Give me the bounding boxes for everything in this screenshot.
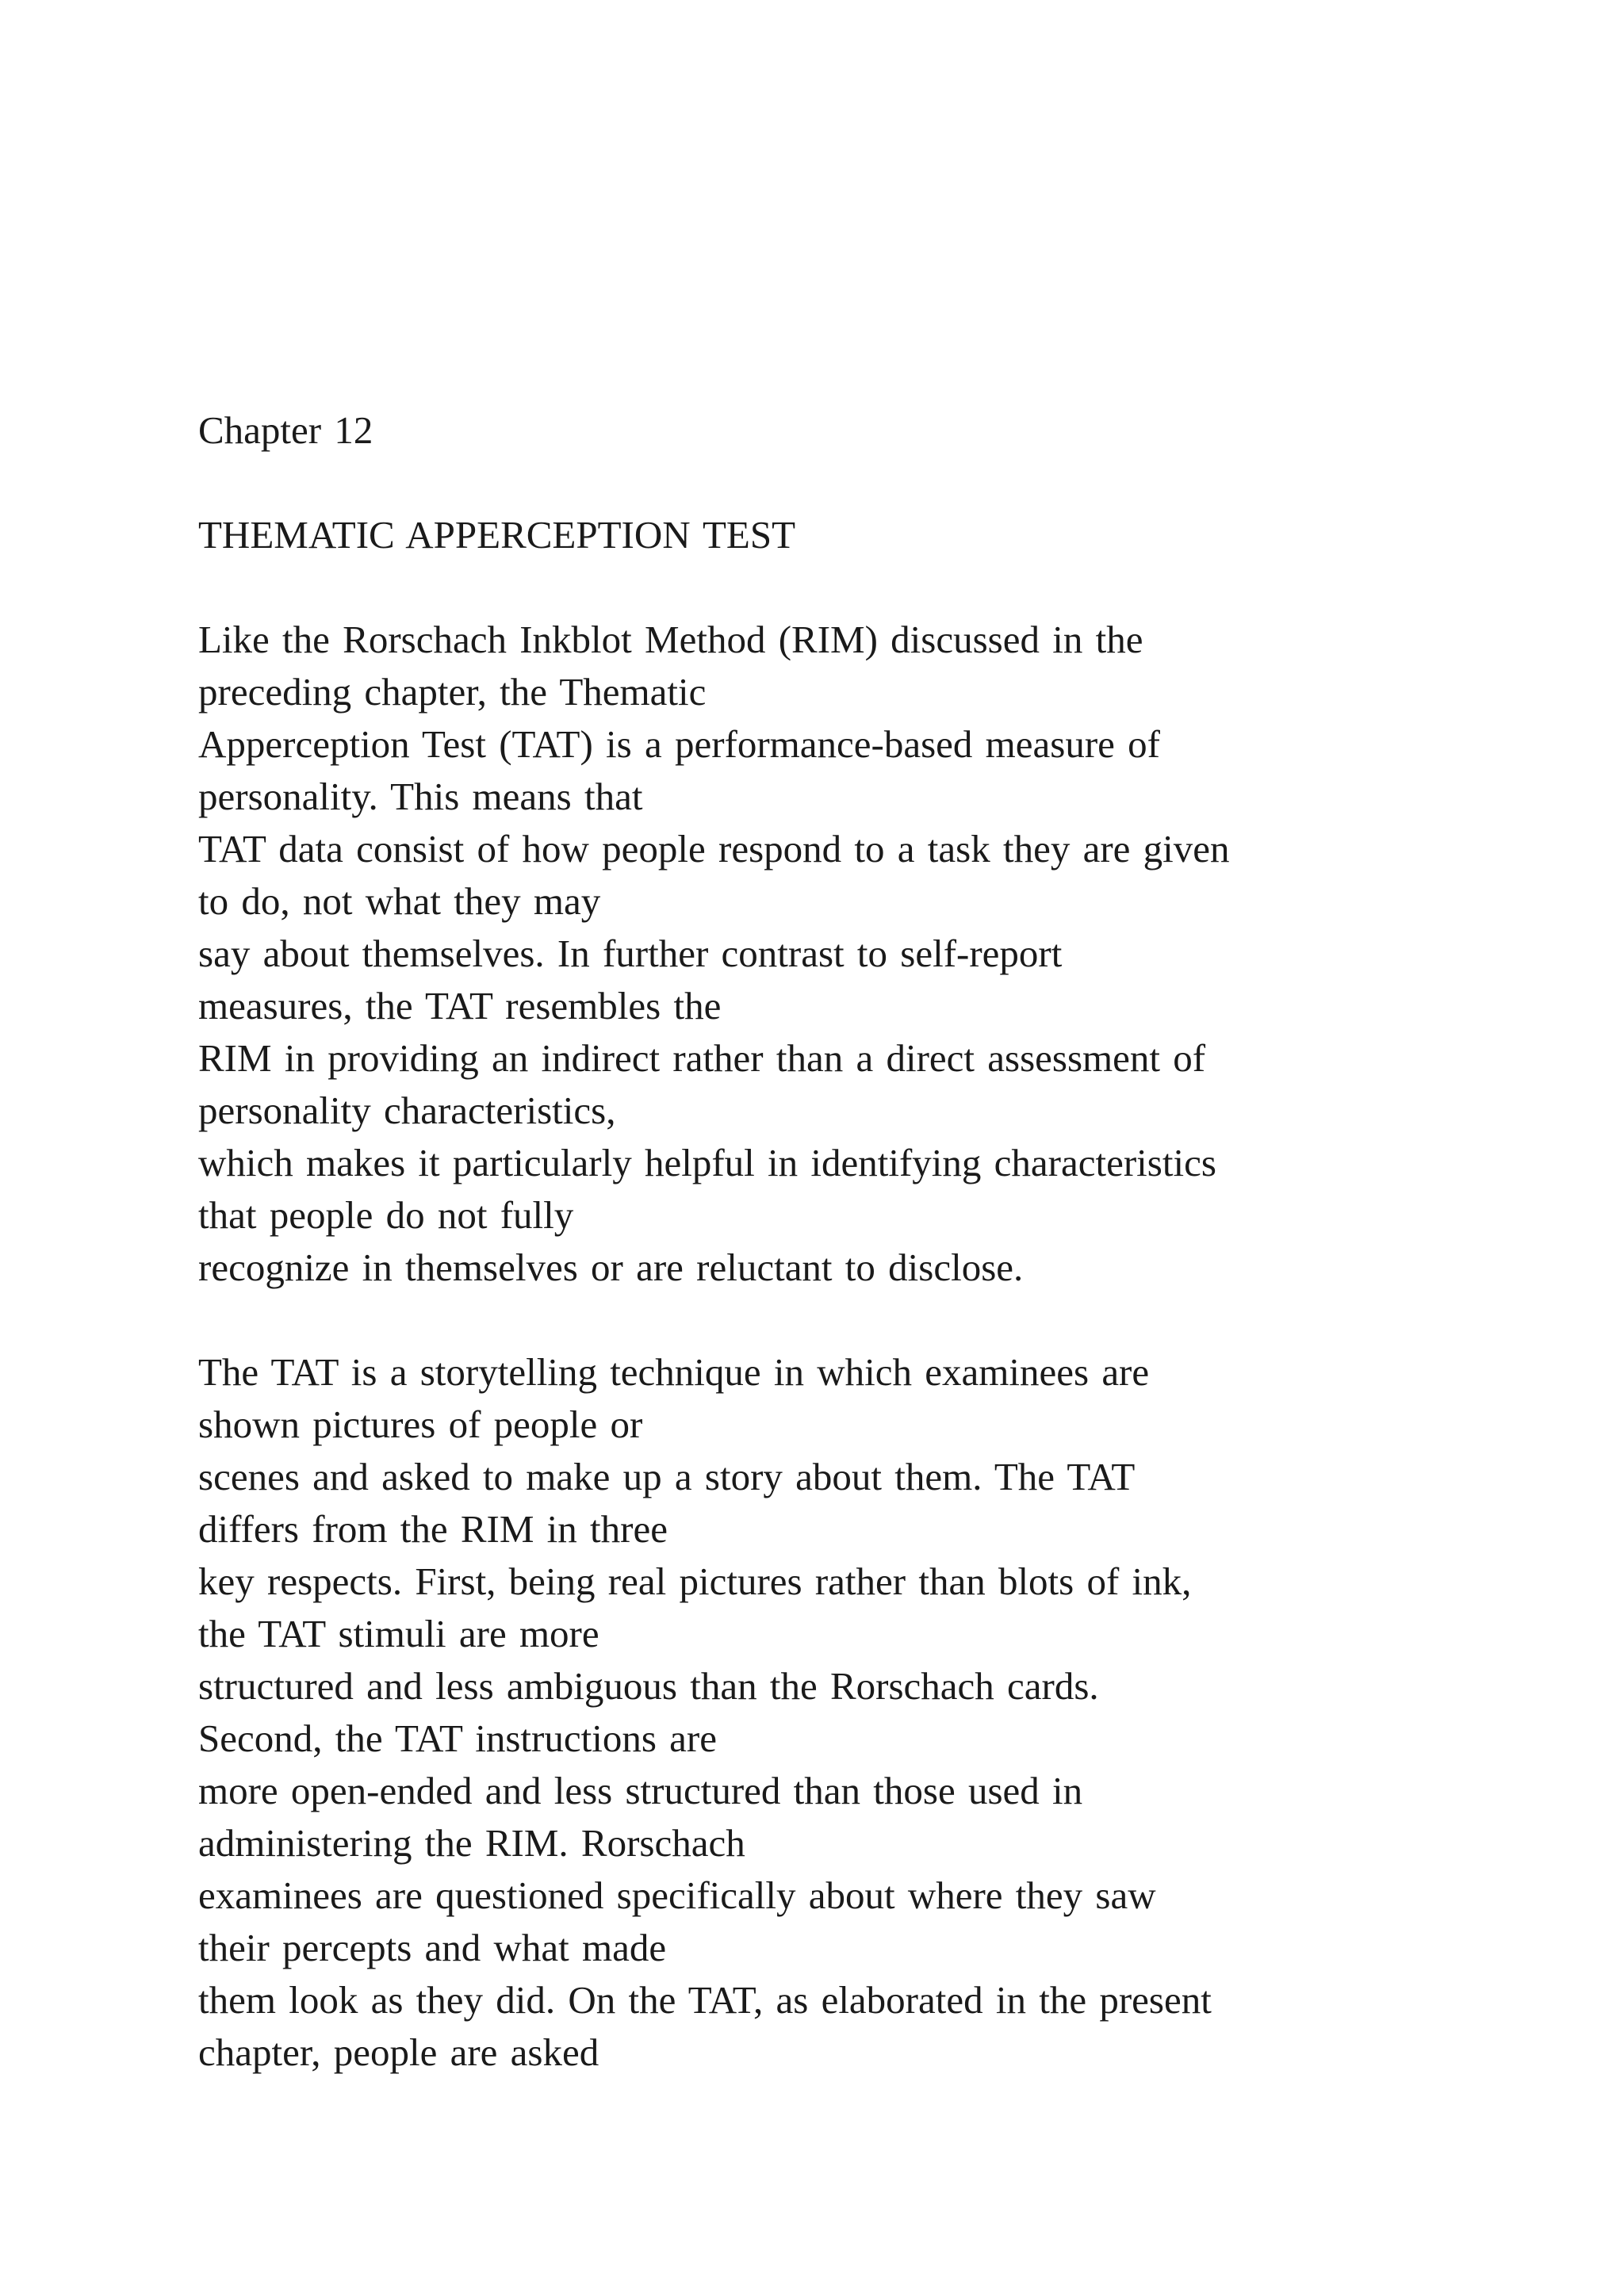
paragraph-line: Second, the TAT instructions are <box>198 1716 717 1760</box>
paragraph-line: Like the Rorschach Inkblot Method (RIM) discussed in the <box>198 618 1143 661</box>
document-body <box>198 404 1546 2079</box>
paragraph-line: shown pictures of people or <box>198 1402 643 1446</box>
paragraph-line: them look as they did. On the TAT, as elaborated in the present <box>198 1978 1212 2022</box>
paragraph-line: administering the RIM. Rorschach <box>198 1821 745 1865</box>
paragraph-line: structured and less ambiguous than the Rorschach cards. <box>198 1664 1099 1708</box>
chapter-label: Chapter 12 <box>198 408 373 452</box>
paragraph-line: that people do not fully <box>198 1193 574 1237</box>
paragraph-line: recognize in themselves or are reluctant to disclose. <box>198 1246 1024 1289</box>
paragraph-line: The TAT is a storytelling technique in which examinees are <box>198 1350 1150 1394</box>
paragraph-line: Apperception Test (TAT) is a performance-based measure of <box>198 722 1160 766</box>
paragraph-line: to do, not what they may <box>198 879 601 923</box>
paragraph-line: chapter, people are asked <box>198 2030 599 2074</box>
paragraph-line: the TAT stimuli are more <box>198 1612 599 1655</box>
paragraph-line: personality characteristics, <box>198 1089 616 1132</box>
spacer <box>198 457 1546 509</box>
paragraph-line: examinees are questioned specifically about where they saw <box>198 1873 1156 1917</box>
paragraph-line: differs from the RIM in three <box>198 1507 668 1551</box>
paragraph-line: say about themselves. In further contrast to self-report <box>198 932 1063 975</box>
paragraph-line: RIM in providing an indirect rather than a direct assessment of <box>198 1036 1206 1080</box>
paragraph-line: key respects. First, being real pictures rather than blots of ink, <box>198 1559 1192 1603</box>
chapter-title: THEMATIC APPERCEPTION TEST <box>198 513 796 557</box>
paragraph-line: their percepts and what made <box>198 1926 667 1969</box>
paragraph-line: scenes and asked to make up a story about them. The TAT <box>198 1455 1136 1498</box>
paragraph-1 <box>198 614 1546 1294</box>
spacer <box>198 1294 1546 1346</box>
paragraph-2 <box>198 1346 1546 2079</box>
paragraph-line: TAT data consist of how people respond to a task they are given <box>198 827 1230 871</box>
paragraph-line: personality. This means that <box>198 775 643 818</box>
paragraph-line: measures, the TAT resembles the <box>198 984 722 1027</box>
paragraph-line: more open-ended and less structured than those used in <box>198 1769 1083 1812</box>
paragraph-line: which makes it particularly helpful in identifying characteristics <box>198 1141 1216 1184</box>
paragraph-line: preceding chapter, the Thematic <box>198 670 707 714</box>
spacer <box>198 561 1546 614</box>
